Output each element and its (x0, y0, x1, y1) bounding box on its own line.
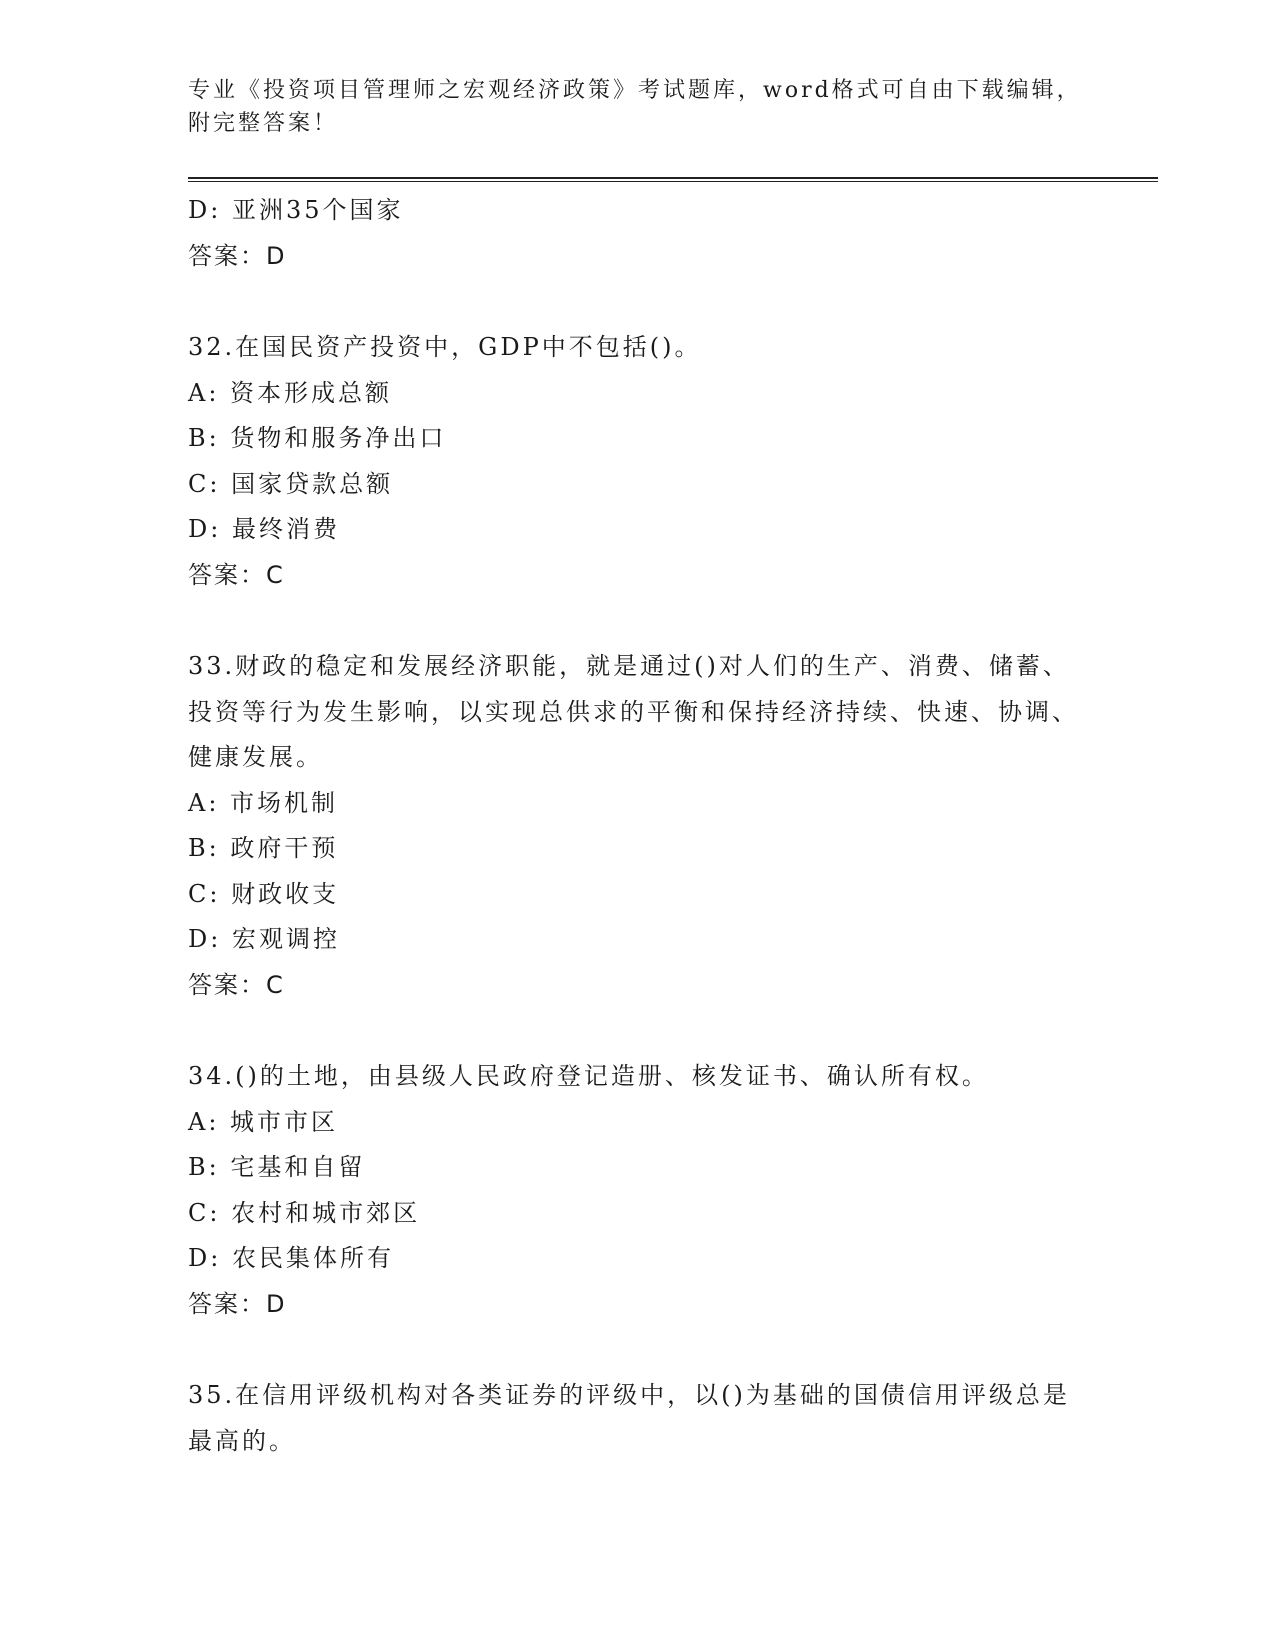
option-c: C: 国家贷款总额 (188, 469, 394, 498)
answer-line: 答案：D (188, 1289, 287, 1318)
answer-line: 答案：C (188, 560, 285, 589)
option-d: D: 宏观调控 (188, 925, 340, 953)
question-stem: 32.在国民资产投资中，GDP中不包括()。 (188, 333, 702, 361)
spacer (188, 598, 1088, 644)
option-a: A: 市场机制 (188, 788, 339, 817)
answer-line: 答案：D (188, 241, 287, 270)
header-line-1: 专业《投资项目管理师之宏观经济政策》考试题库，word格式可自由下载编辑， (188, 78, 1082, 103)
question-stem: 33.财政的稳定和发展经济职能，就是通过()对人们的生产、消费、储蓄、投资等行为发生影响，以实现总供求的平衡和保持经济持续、快速、协调、健康发展。 (188, 652, 1079, 771)
question-35 (188, 1373, 1088, 1464)
question-31-partial (188, 188, 1088, 279)
option-b: B: 宅基和自留 (188, 1153, 366, 1181)
question-list (188, 188, 1088, 1464)
question-34 (188, 1054, 1088, 1327)
question-33 (188, 644, 1088, 1008)
option-c: C: 农村和城市郊区 (188, 1198, 421, 1227)
option-b: B: 政府干预 (188, 834, 339, 862)
option-a: A: 资本形成总额 (188, 378, 393, 407)
question-stem: 35.在信用评级机构对各类证券的评级中，以()为基础的国债信用评级总是最高的。 (188, 1381, 1070, 1455)
document-header (188, 74, 1088, 140)
question-32 (188, 325, 1088, 598)
option-d: D: 亚洲35个国家 (188, 196, 404, 224)
option-d: D: 农民集体所有 (188, 1244, 394, 1272)
option-a: A: 城市市区 (188, 1107, 339, 1136)
question-stem: 34.()的土地，由县级人民政府登记造册、核发证书、确认所有权。 (188, 1062, 989, 1090)
answer-line: 答案：C (188, 970, 285, 999)
header-line-2: 附完整答案！ (188, 111, 339, 136)
spacer (188, 1008, 1088, 1054)
option-d: D: 最终消费 (188, 515, 340, 543)
option-b: B: 货物和服务净出口 (188, 424, 447, 452)
spacer (188, 279, 1088, 325)
spacer (188, 1327, 1088, 1373)
header-divider (188, 177, 1158, 182)
option-c: C: 财政收支 (188, 879, 340, 908)
